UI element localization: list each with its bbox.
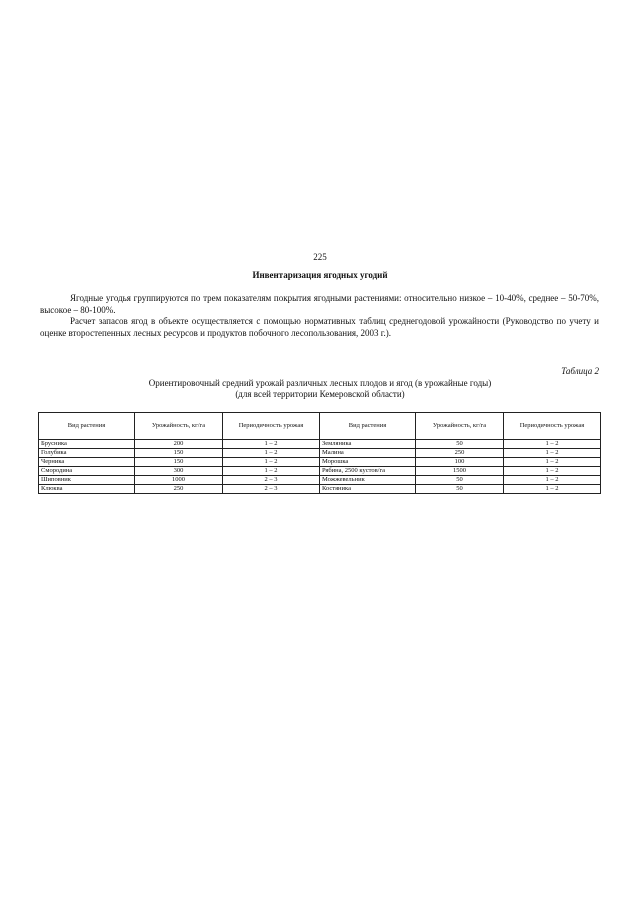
cell-period: 1 – 2 (504, 440, 601, 449)
cell-yield: 100 (416, 458, 504, 467)
table-row (39, 485, 601, 494)
header-plant-2: Вид растения (320, 413, 416, 440)
caption-line-2: (для всей территории Кемеровской области) (235, 389, 405, 399)
cell-plant: Клюква (39, 485, 135, 494)
cell-period: 1 – 2 (504, 458, 601, 467)
section-title: Инвентаризация ягодных угодий (252, 270, 388, 280)
header-yield-1: Урожайность, кг/га (135, 413, 223, 440)
cell-period: 2 – 3 (223, 476, 320, 485)
cell-period: 1 – 2 (223, 467, 320, 476)
paragraph-2-text: Расчет запасов ягод в объекте осуществляется с помощью нормативных таблиц среднегодовой урожайности (Руководство по учету и оценке второстепенных лесных ресурсов и продуктов побочного лесопользования, 2003 г.). (40, 316, 599, 338)
header-plant-1: Вид растения (39, 413, 135, 440)
table-caption (0, 378, 640, 400)
cell-plant: Смородина (39, 467, 135, 476)
cell-plant: Морошка (320, 458, 416, 467)
cell-plant: Шиповник (39, 476, 135, 485)
cell-plant: Рябина, 2500 кустов/га (320, 467, 416, 476)
header-period-1: Периодичность урожая (223, 413, 320, 440)
cell-plant: Голубика (39, 449, 135, 458)
yield-table (38, 412, 601, 494)
table-row (39, 440, 601, 449)
table-row (39, 458, 601, 467)
cell-yield: 300 (135, 467, 223, 476)
cell-yield: 50 (416, 485, 504, 494)
cell-period: 1 – 2 (223, 449, 320, 458)
cell-plant: Земляника (320, 440, 416, 449)
cell-period: 1 – 2 (504, 467, 601, 476)
table-header-row (39, 413, 601, 440)
cell-period: 1 – 2 (223, 440, 320, 449)
table-row (39, 476, 601, 485)
paragraph-2 (40, 316, 599, 339)
cell-yield: 200 (135, 440, 223, 449)
cell-period: 1 – 2 (504, 476, 601, 485)
cell-plant: Можжевельник (320, 476, 416, 485)
cell-plant: Костяника (320, 485, 416, 494)
cell-yield: 50 (416, 440, 504, 449)
header-yield-2: Урожайность, кг/га (416, 413, 504, 440)
caption-line-1: Ориентировочный средний урожай различных лесных плодов и ягод (в урожайные годы) (148, 378, 492, 388)
paragraph-1-text: Ягодные угодья группируются по трем показателям покрытия ягодными растениями: относительно низкое – 10-40%, среднее – 50-70%, высокое – 80-100%. (40, 293, 599, 315)
cell-yield: 150 (135, 458, 223, 467)
cell-period: 2 – 3 (223, 485, 320, 494)
cell-yield: 1000 (135, 476, 223, 485)
cell-yield: 250 (135, 485, 223, 494)
header-period-2: Периодичность урожая (504, 413, 601, 440)
paragraph-1 (40, 293, 599, 316)
cell-plant: Черника (39, 458, 135, 467)
cell-period: 1 – 2 (504, 449, 601, 458)
cell-yield: 150 (135, 449, 223, 458)
table-row (39, 467, 601, 476)
cell-yield: 250 (416, 449, 504, 458)
cell-plant: Малина (320, 449, 416, 458)
cell-period: 1 – 2 (504, 485, 601, 494)
cell-yield: 1500 (416, 467, 504, 476)
table-label: Таблица 2 (561, 366, 599, 376)
cell-period: 1 – 2 (223, 458, 320, 467)
table-row (39, 449, 601, 458)
page-number: 225 (313, 252, 327, 262)
cell-plant: Брусника (39, 440, 135, 449)
cell-yield: 50 (416, 476, 504, 485)
